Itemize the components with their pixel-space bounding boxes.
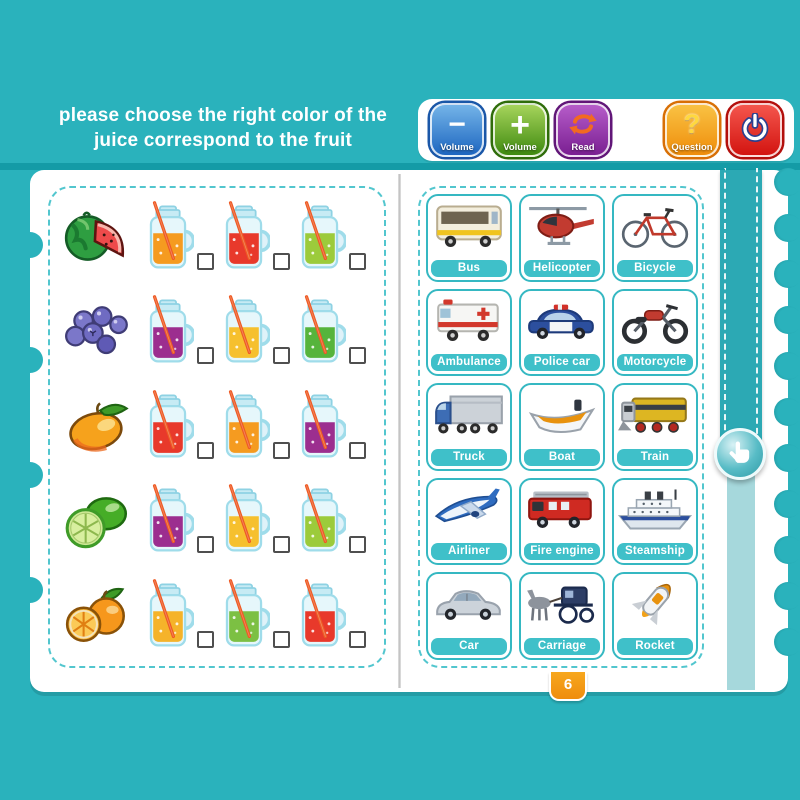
juice-option <box>218 579 294 654</box>
juice-option <box>294 484 370 559</box>
boat-icon <box>523 385 601 447</box>
vehicle-card-label: Carriage <box>524 638 600 655</box>
juice-jar-icon <box>218 201 270 276</box>
fruit-row-watermelon <box>54 194 384 282</box>
lime-icon <box>54 491 142 553</box>
vehicle-card-fire-engine[interactable] <box>519 478 605 566</box>
volume-down-label: Volume <box>440 142 474 153</box>
fruit-row-mango <box>54 383 384 471</box>
scallop-bump-right <box>774 582 800 610</box>
volume-plus-icon: + <box>510 106 530 144</box>
scallop-bump-left <box>17 347 43 373</box>
volume-minus-icon: − <box>448 108 466 141</box>
vehicle-card-car[interactable] <box>426 572 512 660</box>
vehicle-card-label: Police car <box>524 354 600 371</box>
scallop-bump-right <box>774 536 800 564</box>
juice-checkbox-orange-1[interactable] <box>197 631 214 648</box>
instruction-line-1: please choose the right color of the <box>58 105 388 126</box>
scallop-bump-left <box>17 577 43 603</box>
juice-jar-icon <box>218 390 270 465</box>
juice-jar-icon <box>218 484 270 559</box>
scallop-bump-right <box>774 214 800 242</box>
vehicle-card-label: Fire engine <box>524 543 600 560</box>
scallop-bump-right <box>774 398 800 426</box>
vehicle-card-label: Rocket <box>617 638 693 655</box>
juice-jar-icon <box>142 201 194 276</box>
vehicle-card-grid <box>426 194 698 660</box>
vehicle-card-bicycle[interactable] <box>612 194 698 282</box>
vehicle-card-train[interactable] <box>612 383 698 471</box>
ambulance-icon <box>430 291 508 353</box>
scallop-bump-right <box>774 260 800 288</box>
read-arrows-icon <box>567 108 599 145</box>
bicycle-icon <box>616 196 694 258</box>
vehicle-card-label: Helicopter <box>524 260 600 277</box>
scallop-bump-right <box>774 168 800 196</box>
juice-jar-icon <box>142 295 194 370</box>
juice-checkbox-blueberries-3[interactable] <box>349 347 366 364</box>
question-mark-icon: ? <box>683 108 701 139</box>
juice-checkbox-lime-3[interactable] <box>349 536 366 553</box>
airliner-icon <box>430 480 508 542</box>
question-label: Question <box>671 142 713 153</box>
juice-checkbox-blueberries-1[interactable] <box>197 347 214 364</box>
juice-checkbox-blueberries-2[interactable] <box>273 347 290 364</box>
fruit-row-orange <box>54 572 384 660</box>
power-icon <box>740 113 770 148</box>
juice-checkbox-watermelon-1[interactable] <box>197 253 214 270</box>
train-icon <box>616 385 694 447</box>
vehicle-card-bus[interactable] <box>426 194 512 282</box>
car-icon <box>430 574 508 636</box>
scallop-bump-right <box>774 306 800 334</box>
steamship-icon <box>616 480 694 542</box>
vehicle-card-carriage[interactable] <box>519 572 605 660</box>
juice-matching-area <box>54 194 384 660</box>
vehicle-card-label: Bus <box>431 260 507 277</box>
juice-option <box>142 295 218 370</box>
vehicle-card-steamship[interactable] <box>612 478 698 566</box>
header-divider <box>0 163 800 170</box>
juice-option <box>142 579 218 654</box>
carriage-icon <box>523 574 601 636</box>
juice-jar-icon <box>218 579 270 654</box>
juice-option <box>294 295 370 370</box>
page-number-tab: 6 <box>549 672 587 701</box>
juice-checkbox-watermelon-2[interactable] <box>273 253 290 270</box>
juice-checkbox-watermelon-3[interactable] <box>349 253 366 270</box>
juice-option <box>294 579 370 654</box>
instruction-text <box>36 103 410 153</box>
juice-jar-icon <box>294 201 346 276</box>
juice-checkbox-orange-2[interactable] <box>273 631 290 648</box>
juice-option <box>294 201 370 276</box>
blueberries-icon <box>54 302 142 364</box>
instruction-line-2: juice correspond to the fruit <box>93 130 353 152</box>
juice-jar-icon <box>142 579 194 654</box>
vehicle-card-boat[interactable] <box>519 383 605 471</box>
juice-option <box>218 390 294 465</box>
juice-option <box>142 201 218 276</box>
juice-checkbox-mango-1[interactable] <box>197 442 214 459</box>
read-label: Read <box>571 142 595 153</box>
juice-jar-icon <box>294 390 346 465</box>
juice-option <box>218 201 294 276</box>
juice-jar-icon <box>294 484 346 559</box>
juice-option <box>142 484 218 559</box>
vehicle-card-label: Car <box>431 638 507 655</box>
juice-checkbox-lime-1[interactable] <box>197 536 214 553</box>
scallop-bump-left <box>17 462 43 488</box>
fruit-row-blueberries <box>54 289 384 377</box>
juice-jar-icon <box>218 295 270 370</box>
bus-icon <box>430 196 508 258</box>
bookmark-strip <box>720 170 762 464</box>
scallop-bump-right <box>774 628 800 656</box>
volume-up-button[interactable] <box>493 103 547 157</box>
truck-icon <box>430 385 508 447</box>
power-button[interactable] <box>728 103 782 157</box>
vehicle-card-truck[interactable] <box>426 383 512 471</box>
juice-option <box>142 390 218 465</box>
vehicle-card-ambulance[interactable] <box>426 289 512 377</box>
vehicle-card-label: Airliner <box>431 543 507 560</box>
vehicle-card-label: Boat <box>524 449 600 466</box>
hand-pointer-button[interactable] <box>714 428 766 480</box>
mango-icon <box>54 396 142 458</box>
orange-icon <box>54 585 142 647</box>
juice-jar-icon <box>294 295 346 370</box>
scallop-bump-right <box>774 490 800 518</box>
juice-option <box>294 390 370 465</box>
vehicle-card-label: Truck <box>431 449 507 466</box>
juice-checkbox-mango-3[interactable] <box>349 442 366 459</box>
vehicle-card-rocket[interactable] <box>612 572 698 660</box>
juice-jar-icon <box>142 390 194 465</box>
juice-jar-icon <box>294 579 346 654</box>
juice-option <box>218 484 294 559</box>
vehicle-card-label: Ambulance <box>431 354 507 371</box>
vehicle-card-helicopter[interactable] <box>519 194 605 282</box>
vehicle-card-label: Train <box>617 449 693 466</box>
vehicle-card-label: Bicycle <box>617 260 693 277</box>
juice-jar-icon <box>142 484 194 559</box>
vehicle-card-motorcycle[interactable] <box>612 289 698 377</box>
fruit-row-lime <box>54 478 384 566</box>
read-button[interactable] <box>556 103 610 157</box>
volume-down-button[interactable] <box>430 103 484 157</box>
toolbar <box>418 99 794 161</box>
vehicle-card-airliner[interactable] <box>426 478 512 566</box>
book-spine <box>398 174 401 688</box>
scallop-bump-left <box>17 232 43 258</box>
question-button[interactable] <box>665 103 719 157</box>
scallop-bump-right <box>774 352 800 380</box>
vehicle-card-label: Motorcycle <box>617 354 693 371</box>
juice-checkbox-orange-3[interactable] <box>349 631 366 648</box>
helicopter-icon <box>523 196 601 258</box>
juice-checkbox-mango-2[interactable] <box>273 442 290 459</box>
juice-checkbox-lime-2[interactable] <box>273 536 290 553</box>
hand-pointer-icon <box>725 437 755 472</box>
scallop-bump-right <box>774 444 800 472</box>
volume-up-label: Volume <box>503 142 537 153</box>
fire-engine-icon <box>523 480 601 542</box>
police-car-icon <box>523 291 601 353</box>
vehicle-card-police-car[interactable] <box>519 289 605 377</box>
watermelon-icon <box>54 207 142 269</box>
vehicle-card-label: Steamship <box>617 543 693 560</box>
rocket-icon <box>616 574 694 636</box>
juice-option <box>218 295 294 370</box>
motorcycle-icon <box>616 291 694 353</box>
